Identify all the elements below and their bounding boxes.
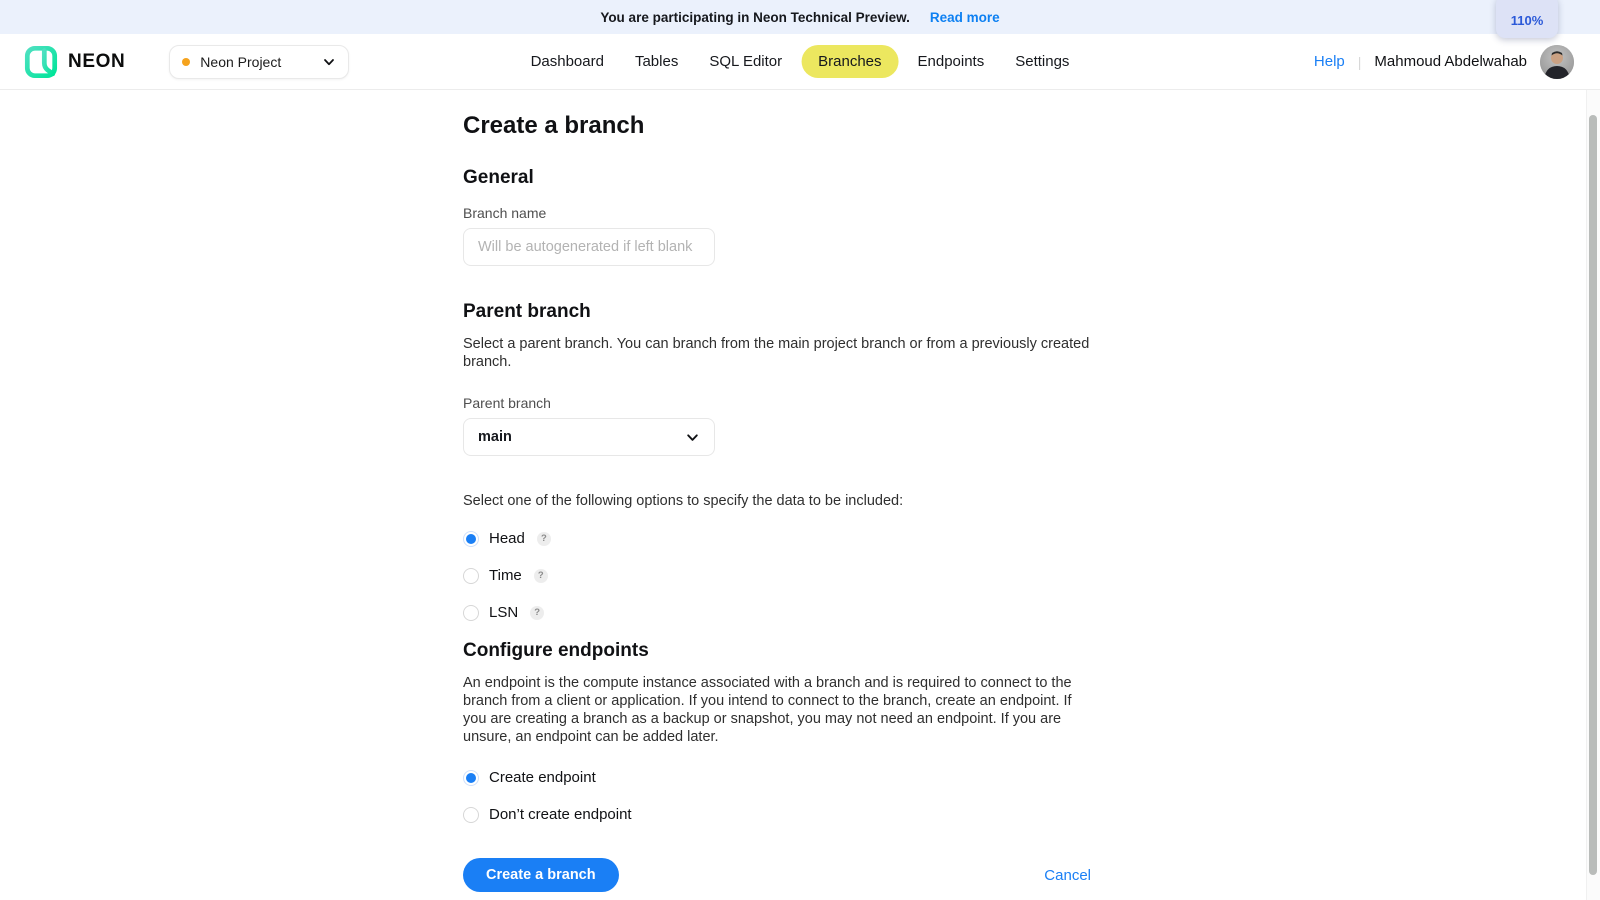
tab-tables[interactable]: Tables <box>634 53 679 70</box>
tab-branches[interactable]: Branches <box>801 45 898 78</box>
tab-dashboard[interactable]: Dashboard <box>530 53 604 70</box>
radio-create-endpoint-label: Create endpoint <box>489 769 596 786</box>
tab-sql-editor[interactable]: SQL Editor <box>709 53 783 70</box>
section-general-heading: General <box>463 167 534 188</box>
radio-option-head[interactable] <box>463 530 1091 547</box>
help-icon[interactable]: ? <box>537 532 551 546</box>
project-name: Neon Project <box>200 53 282 70</box>
help-icon[interactable]: ? <box>534 569 548 583</box>
read-more-link[interactable]: Read more <box>929 9 1000 25</box>
chevron-down-icon <box>322 55 336 69</box>
create-branch-button[interactable]: Create a branch <box>463 858 619 892</box>
tab-endpoints[interactable]: Endpoints <box>917 53 985 70</box>
endpoints-description: An endpoint is the compute instance associated with a branch and is required to connect to the branch from a client or application. If you intend to connect to the branch, create an endpoint. If you are creating a branch as a backup or snapshot, you may not need an endpoint. If you are unsure, an endpoint can be added later. <box>463 675 1072 745</box>
scrollbar-track[interactable] <box>1586 90 1600 900</box>
create-branch-form <box>463 90 1091 892</box>
radio-option-dont-create-endpoint[interactable] <box>463 806 1091 823</box>
browser-zoom-indicator <box>1496 0 1558 38</box>
header-right <box>1314 45 1574 79</box>
parent-branch-select[interactable] <box>463 418 715 456</box>
parent-branch-selected-value: main <box>478 429 512 445</box>
project-selector[interactable] <box>169 45 349 79</box>
neon-logo-icon <box>24 45 58 79</box>
radio-head-label: Head <box>489 530 525 547</box>
section-parent-branch-heading: Parent branch <box>463 301 591 322</box>
section-configure-endpoints-heading: Configure endpoints <box>463 640 649 661</box>
chevron-down-icon <box>685 430 700 445</box>
user-name: Mahmoud Abdelwahab <box>1374 53 1527 70</box>
radio-option-lsn[interactable] <box>463 604 1091 621</box>
radio-time[interactable] <box>463 568 479 584</box>
tab-settings[interactable]: Settings <box>1015 53 1070 70</box>
page-title: Create a branch <box>463 112 645 139</box>
neon-logo[interactable] <box>24 45 125 79</box>
cancel-link[interactable]: Cancel <box>1044 866 1091 884</box>
help-icon[interactable]: ? <box>530 606 544 620</box>
app-header <box>0 34 1600 90</box>
branch-name-input[interactable] <box>463 228 715 266</box>
radio-dont-create-endpoint-label: Don’t create endpoint <box>489 806 632 823</box>
radio-lsn[interactable] <box>463 605 479 621</box>
header-divider: | <box>1357 53 1362 70</box>
parent-branch-label: Parent branch <box>463 395 551 411</box>
form-actions <box>463 858 1091 892</box>
data-options-prompt: Select one of the following options to specify the data to be included: <box>463 493 904 509</box>
logo-wordmark: NEON <box>68 50 126 72</box>
radio-time-label: Time <box>489 567 522 584</box>
user-avatar[interactable] <box>1540 45 1574 79</box>
radio-option-create-endpoint[interactable] <box>463 769 1091 786</box>
radio-create-endpoint[interactable] <box>463 770 479 786</box>
radio-option-time[interactable] <box>463 567 1091 584</box>
radio-head[interactable] <box>463 531 479 547</box>
banner-message: You are participating in Neon Technical Preview. <box>600 9 910 25</box>
project-status-dot <box>182 58 190 66</box>
branch-name-label: Branch name <box>463 205 547 221</box>
help-link[interactable]: Help <box>1313 53 1345 70</box>
scrollbar-thumb[interactable] <box>1589 115 1597 875</box>
zoom-level-value: 110% <box>1510 12 1544 28</box>
radio-lsn-label: LSN <box>489 604 519 621</box>
radio-dont-create-endpoint[interactable] <box>463 807 479 823</box>
parent-branch-description: Select a parent branch. You can branch from the main project branch or from a previously created branch. <box>463 336 1090 370</box>
main-nav <box>519 34 1082 89</box>
technical-preview-banner <box>0 0 1600 34</box>
